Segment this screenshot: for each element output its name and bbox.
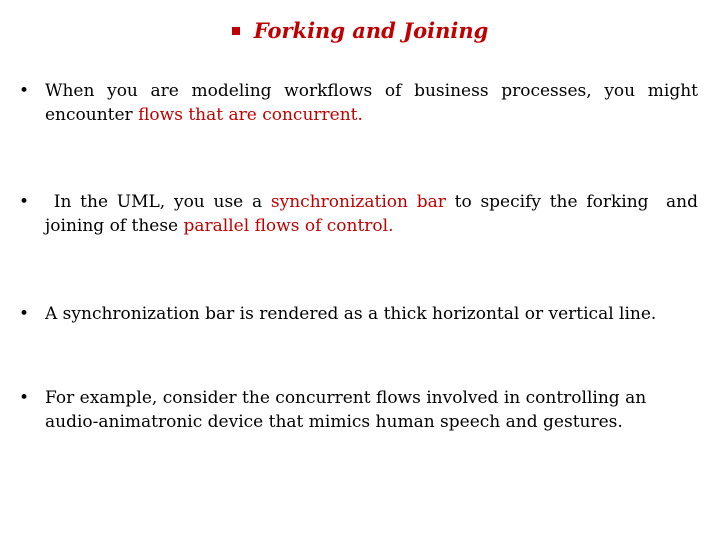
bullet-dot-icon: •: [18, 192, 30, 212]
slide-title-row: [0, 18, 720, 43]
bullet-text: [45, 386, 698, 434]
bullet-text-part: When you are modeling workflows of business processes, you might encounter: [45, 81, 698, 125]
bullet-text-part: A synchronization bar is rendered as a thick horizontal or vertical line.: [45, 304, 657, 324]
square-bullet-icon: [232, 27, 240, 35]
bullet-text: [45, 302, 698, 326]
bullet-item: [14, 302, 698, 326]
bullet-text-part: to specify the forking and joining of these: [45, 192, 704, 236]
bullet-item: [14, 190, 704, 238]
bullet-text: [45, 190, 704, 238]
bullet-dot-icon: •: [18, 304, 30, 324]
bullet-item: [14, 79, 698, 127]
bullet-text-part: In the UML, you use a: [45, 192, 271, 212]
highlight-text: flows that are concurrent.: [138, 105, 363, 125]
bullet-text: [45, 79, 698, 127]
bullet-item: [14, 386, 698, 434]
bullet-dot-icon: •: [18, 388, 30, 408]
slide-title: Forking and Joining: [253, 18, 489, 43]
bullet-dot-icon: •: [18, 81, 30, 101]
highlight-text: parallel flows of control.: [183, 216, 394, 236]
bullet-text-part: For example, consider the concurrent flows involved in controlling an audio-animatronic device that mimics human speech and gestures.: [45, 388, 647, 432]
highlight-text: synchronization bar: [270, 192, 446, 212]
